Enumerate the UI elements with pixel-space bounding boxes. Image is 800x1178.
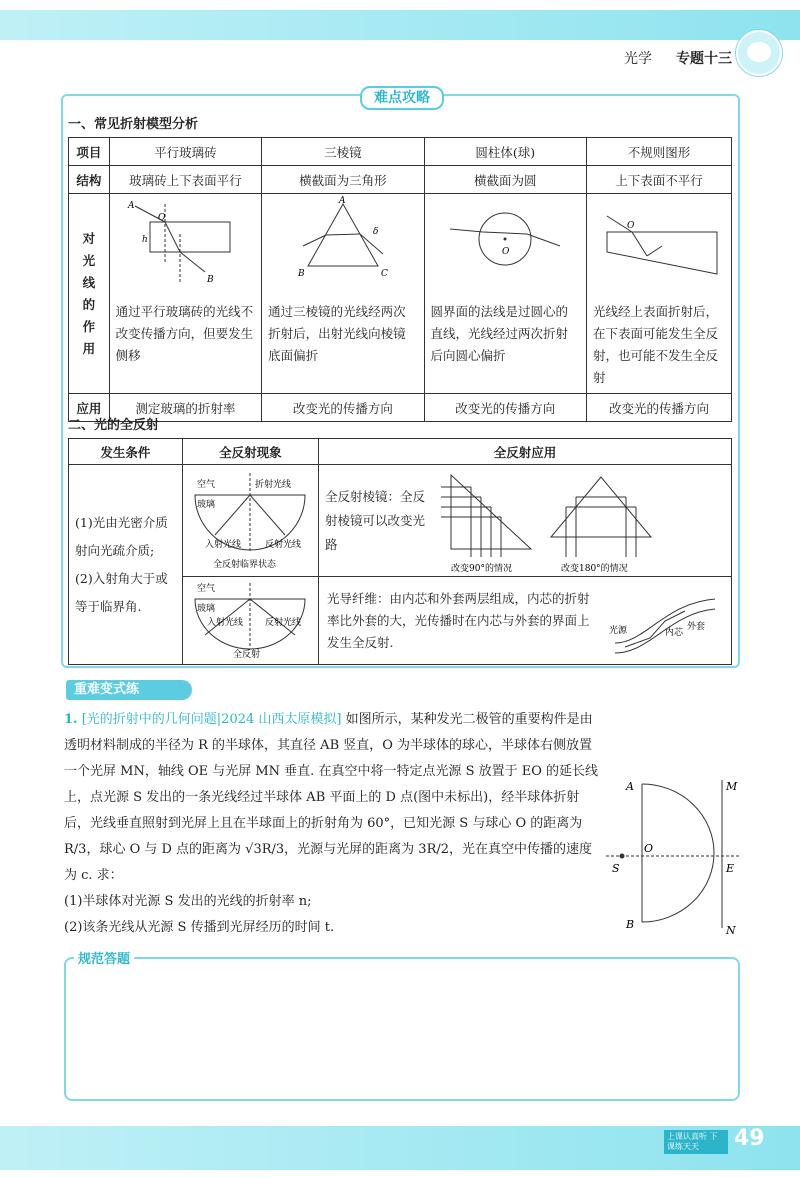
svg-text:O: O xyxy=(158,213,166,223)
fiber-text: 光导纤维：由内芯和外套两层组成，内芯的折射率比外套的大，光传播时在内芯与外套的界面上发生全反射. xyxy=(327,590,590,650)
topic-label: 专题十三 xyxy=(676,51,732,67)
page-number: 49 xyxy=(734,1126,765,1151)
question-1: (1)半球体对光源 S 发出的光线的折射率 n; xyxy=(64,894,312,909)
refraction-models-table xyxy=(68,137,732,422)
page-header xyxy=(0,40,800,70)
section2-title: 二、光的全反射 xyxy=(68,418,160,433)
svg-text:A: A xyxy=(626,780,634,793)
application-cell: 改变光的传播方向 xyxy=(262,394,424,422)
col-header: 平行玻璃砖 xyxy=(109,138,261,166)
condition-1: (1)光由光密介质射向光疏介质; xyxy=(75,514,168,558)
answer-box[interactable] xyxy=(64,957,740,1101)
label-core: 内芯 xyxy=(665,627,684,638)
structure-cell: 上下表面不平行 xyxy=(586,166,731,194)
hemisphere-diagram xyxy=(606,778,746,938)
answer-label: 规范答题 xyxy=(74,948,134,967)
mascot-icon xyxy=(736,30,782,76)
structure-cell: 玻璃砖上下表面平行 xyxy=(109,166,261,194)
effect-cell: 通过三棱镜的光线经两次折射后，出射光线向棱镜底面偏折 xyxy=(268,304,406,363)
row-label-application: 应用 xyxy=(69,394,110,422)
label-incident: 入射光线 xyxy=(207,618,244,628)
row-label-structure: 结构 xyxy=(69,166,110,194)
svg-text:B: B xyxy=(207,275,215,285)
col-header: 不规则图形 xyxy=(586,138,731,166)
label-reflected: 反射光线 xyxy=(265,618,302,628)
problem-1 xyxy=(64,707,604,941)
problem-text: 如图所示，某种发光二极管的重要构件是由透明材料制成的半径为 R 的半球体，其直径 AB 竖直，O 为半球体的球心，半球体右侧放置一个光屏 MN，轴线 OE 与光屏 MN 垂直. 在真空中将一特定点光源 S 放置于 EO 的延长线上，点光源 S 发出的一条光线经过半球体 AB 平面上的 D 点(图中未标出)，经半球体折射后，光线垂直照射到光屏上且在半球面上的折射角为 60°，已知光源 S 与球心 O 的距离为 R/3，球心 O 与 D 点的距离为 √3R/3，光源与光屏的距离为 3R/2，光在真空中传播的速度为 c. 求： xyxy=(64,712,599,883)
svg-text:O: O xyxy=(626,221,635,231)
svg-text:δ: δ xyxy=(372,227,379,237)
svg-text:O: O xyxy=(644,842,654,855)
label-air: 空气 xyxy=(197,480,216,490)
total-reflection-diagram xyxy=(185,577,315,661)
parallel-glass-diagram xyxy=(110,194,260,294)
question-2: (2)该条光线从光源 S 传播到光屏经历的时间 t. xyxy=(64,920,335,935)
structure-cell: 横截面为三角形 xyxy=(262,166,424,194)
condition-2: (2)入射角大于或等于临界角. xyxy=(75,570,168,614)
footer-slogan: 上课认真听 下课练天天 xyxy=(664,1130,728,1154)
subject-label: 光学 xyxy=(624,51,652,67)
label-refracted: 折射光线 xyxy=(255,480,292,490)
caption-critical: 全反射临界状态 xyxy=(213,560,277,570)
svg-text:h: h xyxy=(142,235,149,245)
application-cell: 测定玻璃的折射率 xyxy=(109,394,261,422)
label-air: 空气 xyxy=(197,584,216,594)
svg-text:A: A xyxy=(338,196,346,206)
col-header: 发生条件 xyxy=(69,439,183,465)
total-reflection-prism-diagram xyxy=(431,467,731,575)
cylinder-diagram xyxy=(425,194,585,294)
col-header: 全反射现象 xyxy=(182,439,318,465)
label-glass: 玻璃 xyxy=(197,500,216,510)
prism-diagram xyxy=(263,194,423,294)
application-cell: 改变光的传播方向 xyxy=(424,394,586,422)
structure-cell: 横截面为圆 xyxy=(424,166,586,194)
caption-total: 全反射 xyxy=(233,650,261,660)
critical-state-diagram xyxy=(185,465,315,573)
effect-cell: 光线经上表面折射后，在下表面可能发生全反射，也可能不发生全反射 xyxy=(592,304,718,385)
svg-text:B: B xyxy=(626,918,635,931)
application-cell: 改变光的传播方向 xyxy=(586,394,731,422)
optical-fiber-diagram xyxy=(605,583,725,659)
svg-text:S: S xyxy=(612,862,620,875)
svg-text:E: E xyxy=(726,862,735,875)
svg-text:C: C xyxy=(380,269,388,279)
col-header: 项目 xyxy=(69,138,110,166)
label-reflected: 反射光线 xyxy=(265,540,302,550)
panel-title: 难点攻略 xyxy=(360,86,444,110)
irregular-diagram xyxy=(587,194,731,294)
svg-text:A: A xyxy=(128,201,135,211)
top-band xyxy=(0,10,800,40)
prism-caption-90: 改变90°的情况 xyxy=(451,563,512,574)
effect-cell: 通过平行玻璃砖的光线不改变传播方向，但要发生侧移 xyxy=(115,304,254,363)
problem-tag: [光的折射中的几何问题|2024 山西太原模拟] xyxy=(81,712,342,727)
section1-title: 一、常见折射模型分析 xyxy=(68,117,199,132)
row-label-effect: 对光线的作用 xyxy=(69,194,110,394)
col-header: 圆柱体(球) xyxy=(424,138,586,166)
label-glass: 玻璃 xyxy=(197,604,216,614)
col-header: 三棱镜 xyxy=(262,138,424,166)
svg-text:O: O xyxy=(502,247,510,257)
col-header: 全反射应用 xyxy=(319,439,732,465)
prism-caption-180: 改变180°的情况 xyxy=(561,563,628,574)
svg-text:M: M xyxy=(726,780,738,793)
problem-number: 1. xyxy=(64,712,78,727)
effect-cell: 圆界面的法线是过圆心的直线，光线经过两次折射后向圆心偏折 xyxy=(430,304,569,363)
label-incident: 入射光线 xyxy=(205,540,242,550)
exercise-tag: 重难变式练 xyxy=(66,680,192,700)
prism-text: 全反射棱镜：全反射棱镜可以改变光路 xyxy=(325,488,426,552)
svg-text:B: B xyxy=(297,269,305,279)
total-reflection-table xyxy=(68,438,732,665)
label-source: 光源 xyxy=(609,625,628,636)
svg-text:N: N xyxy=(726,924,736,937)
label-sheath: 外套 xyxy=(687,621,706,632)
